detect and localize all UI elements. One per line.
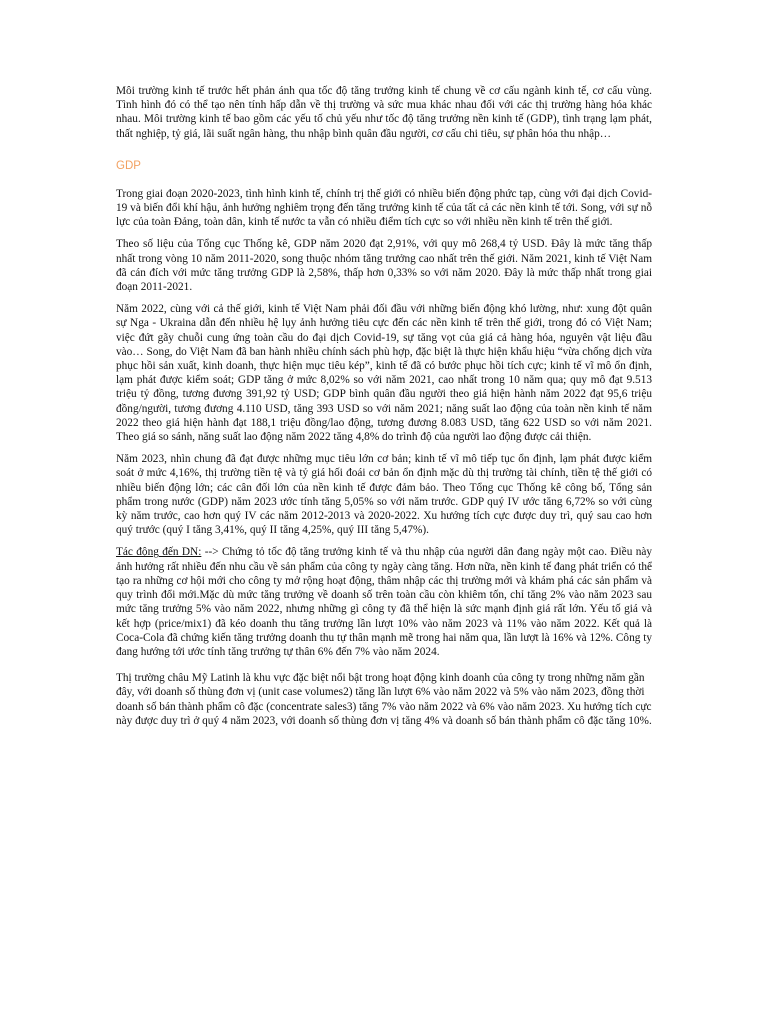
paragraph-2020-2021: Theo số liệu của Tổng cục Thống kê, GDP năm 2020 đạt 2,91%, với quy mô 268,4 tỷ USD. Đây là mức tăng thấp nhất trong vòng 10 năm 2011-2020, song thuộc nhóm tăng trưởng cao nhất trên thế giới. Năm 2021, kinh tế Việt Nam đã cán đích với mức tăng trưởng GDP là 2,58%, thấp hơn 0,33% so với năm 2020. Đây là mức thấp nhất trong giai đoạn 2011-2021. — [116, 238, 652, 294]
section-heading-gdp: GDP — [116, 159, 141, 172]
impact-label: Tác động đến DN: — [116, 546, 202, 559]
paragraph-latin-america: Thị trường châu Mỹ Latinh là khu vực đặc biệt nổi bật trong hoạt động kinh doanh của công ty trong những năm gần đây, với doanh số thùng đơn vị (unit case volumes2) tăng lần lượt 6% vào năm 2022 và 5% vào năm 2023, đồng thời doanh số bán thành phẩm cô đặc (concentrate sales3) tăng 7% vào năm 2022 và 6% vào năm 2023. Xu hướng tích cực này được duy trì ở quý 4 năm 2023, với doanh số thùng đơn vị tăng 4% và doanh số bán thành phẩm cô đặc tăng 10%. — [116, 672, 652, 727]
paragraph-2023: Năm 2023, nhìn chung đã đạt được những mục tiêu lớn cơ bản; kinh tế vĩ mô tiếp tục ổn định, lạm phát được kiểm soát ở mức 4,16%, thị trường tiền tệ và tỷ giá hối đoái cơ bản ổn định mặc dù thị trường tài chính, tiền tệ thế giới có nhiều biến động lớn; các cân đối lớn của nền kinh tế được đảm bảo. Theo Tổng cục Thống kê công bố, Tổng sản phẩm trong nước (GDP) năm 2023 ước tính tăng 5,05% so với năm trước. GDP quý IV ước tăng 6,72% so với cùng kỳ năm trước, cao hơn quý IV các năm 2012-2013 và 2020-2022. Xu hướng tích cực được duy trì, quý sau cao hơn quý trước (quý I tăng 3,41%, quý II tăng 4,25%, quý III tăng 5,47%). — [116, 453, 652, 537]
paragraph-2022: Năm 2022, cùng với cả thế giới, kinh tế Việt Nam phải đối đầu với những biến động khó lường, như: xung đột quân sự Nga - Ukraina dẫn đến nhiều hệ lụy ảnh hưởng tiêu cực đến các nền kinh tế trên thế giới, trong đó có Việt Nam; việc đứt gãy chuỗi cung ứng toàn cầu do đại dịch Covid-19, sự tăng vọt của giá cả hàng hóa, nguyên vật liệu đầu vào… Song, do Việt Nam đã ban hành nhiều chính sách phù hợp, đặc biệt là thực hiện khẩu hiệu “vừa chống dịch vừa phục hồi sản xuất, kinh doanh, thực hiện mục tiêu kép”, kinh tế đã có bước phục hồi tích cực; kinh tế vĩ mô ổn định, lạm phát được kiểm soát; GDP tăng ở mức 8,02% so với năm 2021, cao nhất trong 10 năm qua; quy mô đạt 9.513 triệu tỷ đồng, tương đương 391,92 tỷ USD; GDP bình quân đầu người theo giá hiện hành năm 2022 đạt 95,6 triệu đồng/người, tương đương 4.110 USD, tăng 393 USD so với năm 2021; năng suất lao động của toàn nền kinh tế năm 2022 theo giá hiện hành đạt 188,1 triệu đồng/lao động, tương đương 8.083 USD, tăng 622 USD so với năm 2021. Theo giá so sánh, năng suất lao động năm 2022 tăng 4,8% do trình độ của người lao động được cải thiện. — [116, 303, 652, 444]
paragraph-overview: Trong giai đoạn 2020-2023, tình hình kinh tế, chính trị thế giới có nhiều biến động phức tạp, cùng với đại dịch Covid-19 và biến đổi khí hậu, ảnh hưởng nghiêm trọng đến tăng trưởng kinh tế của tất cả các nền kinh tế tới. Song, với sự nỗ lực của toàn Đảng, toàn dân, kinh tế nước ta vẫn có nhiều điểm tích cực so với nhiều nền kinh tế trên thế giới. — [116, 187, 652, 229]
intro-paragraph: Môi trường kinh tế trước hết phản ánh qua tốc độ tăng trưởng kinh tế chung về cơ cấu ngành kinh tế, cơ cấu vùng. Tình hình đó có thể tạo nên tính hấp dẫn về thị trường và sức mua khác nhau đối với các thị trường hàng hóa khác nhau. Môi trường kinh tế bao gồm các yếu tố chủ yếu như tốc độ tăng trưởng nền kinh tế (GDP), tình trạng lạm phát, thất nghiệp, tỷ giá, lãi suất ngân hàng, thu nhập bình quân đầu người, cơ cấu chi tiêu, sự phân hóa thu nhập… — [116, 85, 652, 140]
impact-text: --> Chứng tỏ tốc độ tăng trưởng kinh tế và thu nhập của người dân đang ngày một cao. Điều này ảnh hưởng rất nhiều đến nhu cầu về sản phẩm của công ty ngày càng tăng. Hơn nữa, nền kinh tế đang phát triển có thể tạo ra những cơ hội mới cho công ty mở rộng hoạt động, thâm nhập các thị trường mới và khám phá các sản phẩm và quy trình đổi mới.Mặc dù mức tăng trưởng về doanh số trên toàn cầu còn khiêm tốn, chỉ tăng 2% vào năm 2023 sau mức tăng trưởng 5% vào năm 2022, nhưng những gì công ty đã thể hiện là sức mạnh định giá rất lớn. Yếu tố giá và kết hợp (price/mix1) đã kéo doanh thu tăng trưởng lần lượt 10% vào năm 2023 và 11% vào năm 2022. Kết quả là Coca-Cola đã chứng kiến tăng trưởng doanh thu tự thân mạnh mẽ trong hai năm qua, lần lượt là 16% và 12%. Công ty đang hướng tới ước tính tăng trưởng tự thân 6% đến 7% vào năm 2024. — [116, 546, 653, 658]
paragraph-impact — [116, 545, 652, 659]
